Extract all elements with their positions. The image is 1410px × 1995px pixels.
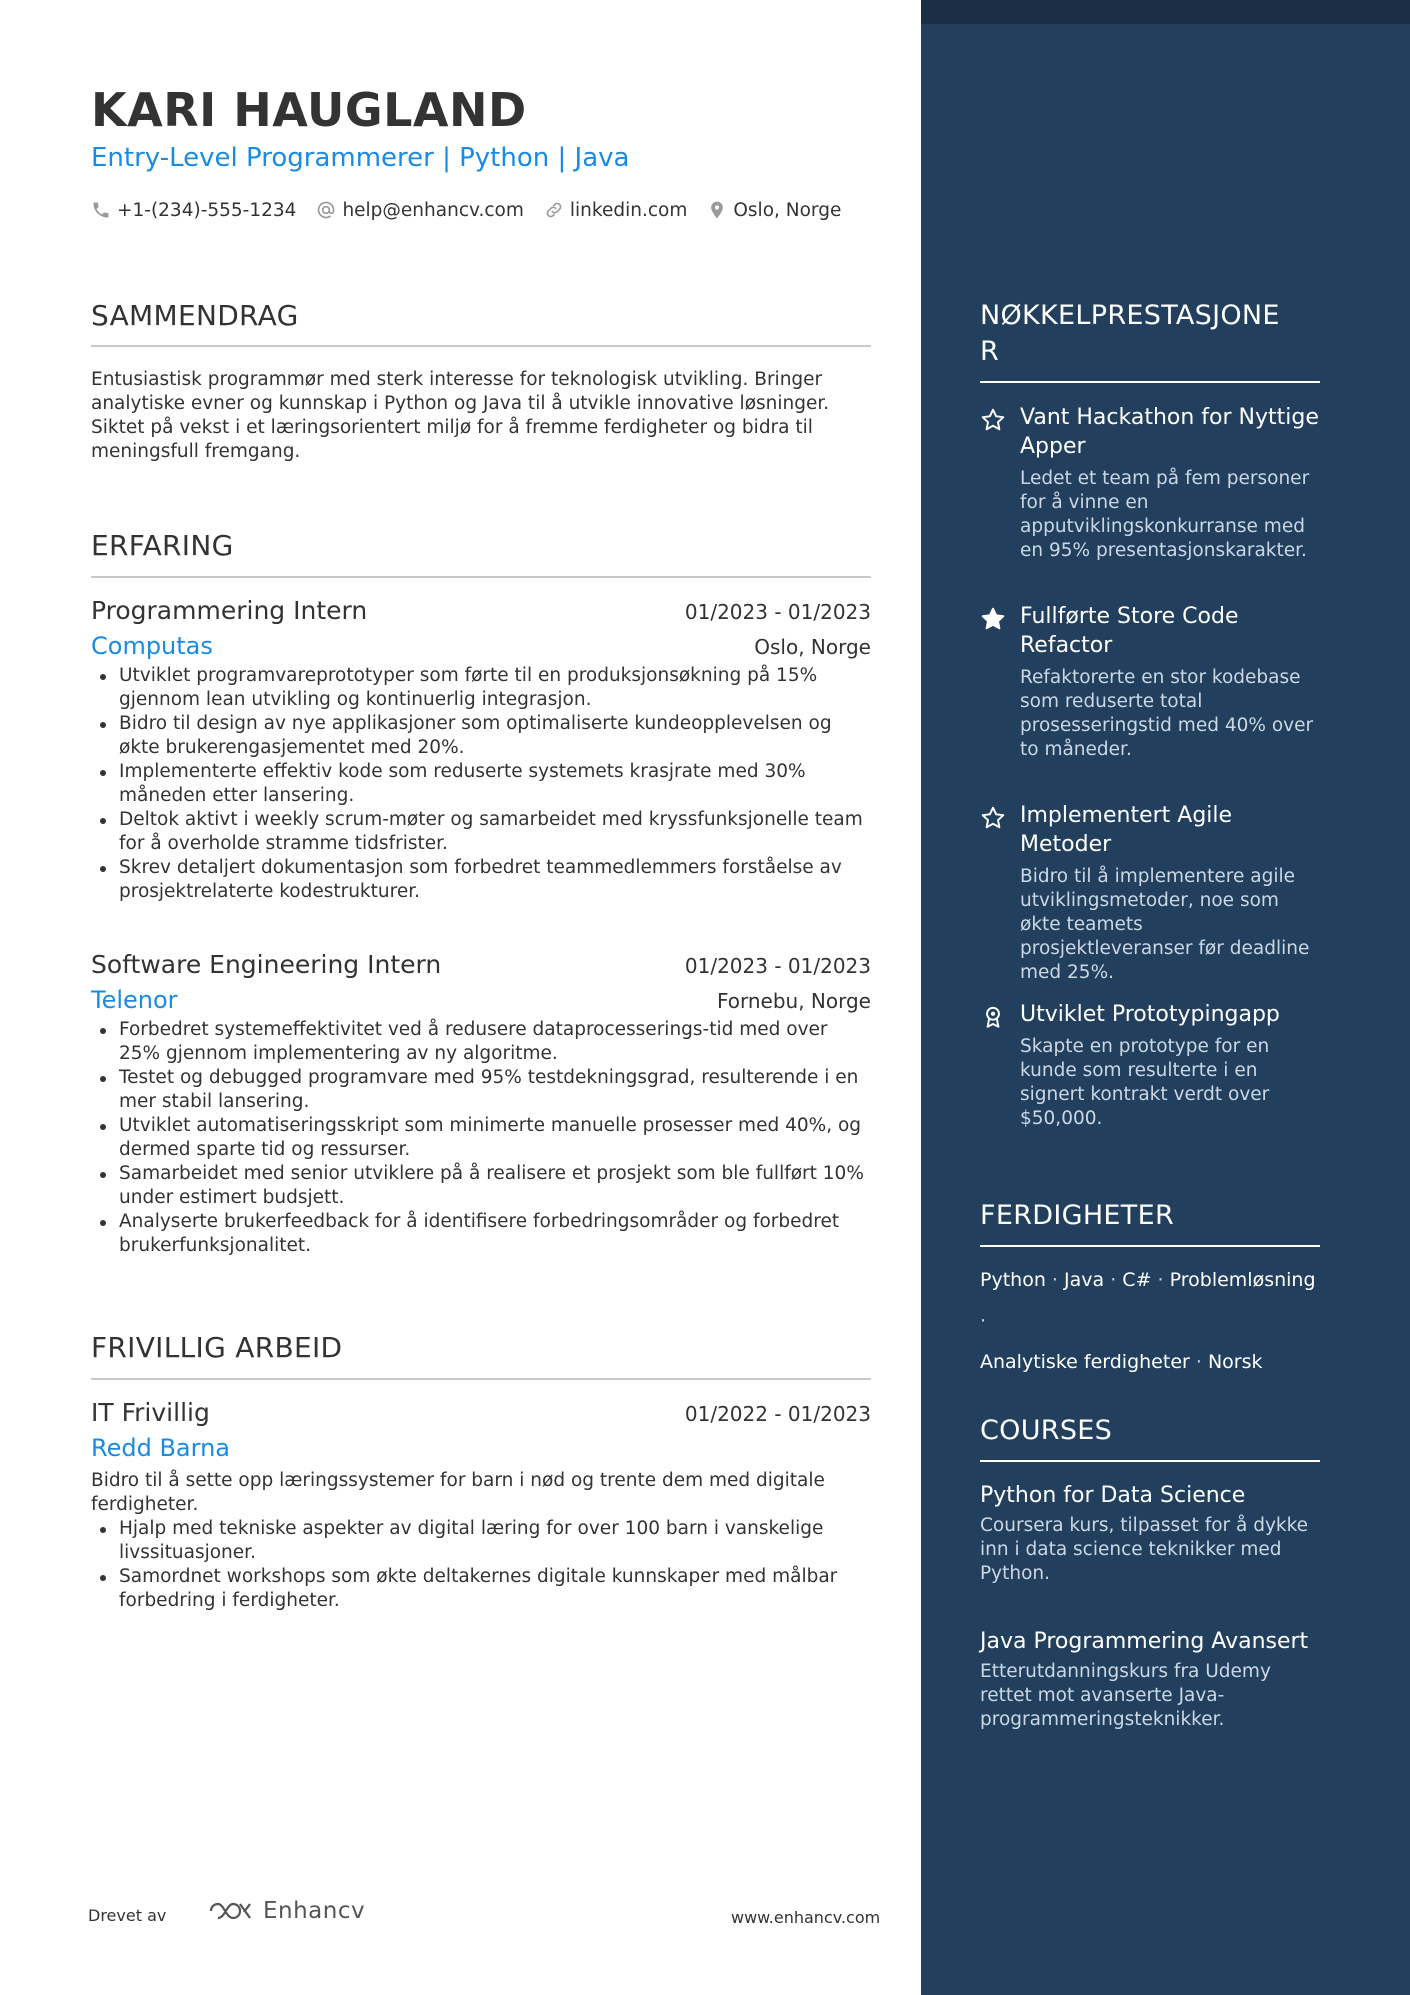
job-company[interactable]: Telenor <box>91 986 178 1014</box>
volunteer-divider <box>91 1378 871 1380</box>
bullet-item: Utviklet programvareprototyper som førte til en produksjonsøkning på 15% gjennom lean utvikling og kontinuerlig integrasjon. <box>91 664 871 712</box>
skills-heading: FERDIGHETER <box>980 1200 1175 1231</box>
achievements-heading-line1: NØKKELPRESTASJONE <box>980 300 1280 331</box>
achievement-item <box>980 403 1320 563</box>
achievements-divider <box>980 381 1320 383</box>
achievement-description: Ledet et team på fem personer for å vinne en apputviklingskonkurranse med en 95% presentasjonskarakter. <box>1020 468 1310 561</box>
contact-bar <box>91 196 861 224</box>
achievement-description: Skapte en prototype for en kunde som resulterte i en signert kontrakt verdt over $50,000. <box>1020 1036 1270 1129</box>
skills-list <box>980 1260 1320 1383</box>
job-entry <box>91 594 871 904</box>
courses-divider <box>980 1460 1320 1462</box>
job-title: Software Engineering Intern <box>91 950 442 979</box>
volunteer-org[interactable]: Redd Barna <box>91 1434 230 1462</box>
linkedin-text: linkedin.com <box>569 199 688 221</box>
location-pin-icon <box>707 200 727 220</box>
location-text: Oslo, Norge <box>733 199 842 221</box>
summary-heading: SAMMENDRAG <box>91 299 299 332</box>
course-item <box>980 1481 1320 1586</box>
footer-url[interactable]: www.enhancv.com <box>731 1908 881 1927</box>
bullet-item: Testet og debugged programvare med 95% testdekningsgrad, resulterende i en mer stabil lansering. <box>91 1066 871 1114</box>
enhancv-logo-icon <box>207 1899 255 1923</box>
bullet-item: Analyserte brukerfeedback for å identifisere forbedringsområder og forbedret brukerfunksjonalitet. <box>91 1210 871 1258</box>
email-text: help@enhancv.com <box>342 199 524 221</box>
sidebar <box>921 0 1410 1995</box>
star-outline-icon <box>980 805 1006 831</box>
star-outline-icon <box>980 407 1006 433</box>
bullet-item: Implementerte effektiv kode som reduserte systemets krasjrate med 30% måneden etter lansering. <box>91 760 871 808</box>
skills-divider <box>980 1245 1320 1247</box>
bullet-item: Deltok aktivt i weekly scrum-møter og samarbeidet med kryssfunksjonelle team for å overholde stramme tidsfrister. <box>91 808 871 856</box>
achievements-heading-line2: R <box>980 336 1000 367</box>
candidate-subtitle: Entry-Level Programmerer | Python | Java <box>91 143 630 173</box>
job-title: Programmering Intern <box>91 596 368 625</box>
sidebar-top-bar <box>921 0 1410 24</box>
volunteer-date: 01/2022 - 01/2023 <box>684 1402 871 1426</box>
job-company[interactable]: Computas <box>91 632 213 660</box>
volunteer-title: IT Frivillig <box>91 1398 210 1427</box>
course-title: Java Programmering Avansert <box>980 1629 1309 1654</box>
contact-phone[interactable] <box>91 200 296 221</box>
skill-separator: · <box>1051 1269 1058 1291</box>
achievement-description: Bidro til å implementere agile utviklingsmetoder, noe som økte teamets prosjektleveranser før deadline med 25%. <box>1020 866 1310 983</box>
course-description: Etterutdanningskurs fra Udemy rettet mot avanserte Java-programmeringsteknikker. <box>980 1661 1271 1730</box>
phone-text: +1-(234)-555-1234 <box>117 199 297 221</box>
experience-divider <box>91 576 871 578</box>
job-bullets <box>91 664 871 904</box>
achievement-item <box>980 602 1320 762</box>
skill-separator: · <box>980 1310 987 1332</box>
summary-text: Entusiastisk programmør med sterk interesse for teknologisk utvikling. Bringer analytiske evner og kunnskap i Python og Java til å utvikle innovative løsninger. Siktet på vekst i et læringsorientert miljø for å fremme ferdigheter og bidra til meningsfull fremgang. <box>91 369 830 462</box>
skill-item: Norsk <box>1207 1351 1263 1373</box>
job-bullets <box>91 1018 871 1258</box>
bullet-item: Samordnet workshops som økte deltakernes digitale kunnskaper med målbar forbedring i ferdigheter. <box>91 1565 871 1613</box>
bullet-item: Samarbeidet med senior utviklere på å realisere et prosjekt som ble fullført 10% under estimert budsjett. <box>91 1162 871 1210</box>
bullet-item: Bidro til design av nye applikasjoner som optimaliserte kundeopplevelsen og økte brukerengasjementet med 20%. <box>91 712 871 760</box>
skill-separator: · <box>1195 1351 1202 1373</box>
experience-heading: ERFARING <box>91 529 234 562</box>
job-date: 01/2023 - 01/2023 <box>684 954 871 978</box>
summary-divider <box>91 345 871 347</box>
skill-separator: · <box>1110 1269 1117 1291</box>
volunteer-entry <box>91 1396 871 1613</box>
course-item <box>980 1627 1320 1732</box>
achievement-description: Refaktorerte en stor kodebase som reduserte total prosesseringstid med 40% over to måneder. <box>1020 667 1314 760</box>
courses-heading: COURSES <box>980 1415 1113 1446</box>
volunteer-description: Bidro til å sette opp læringssystemer for barn i nød og trente dem med digitale ferdigheter. <box>91 1470 825 1515</box>
bullet-item: Skrev detaljert dokumentasjon som forbedret teammedlemmers forståelse av prosjektrelaterte kodestrukturer. <box>91 856 871 904</box>
star-filled-icon <box>980 606 1006 632</box>
skill-item: Problemløsning <box>1169 1269 1316 1291</box>
job-date: 01/2023 - 01/2023 <box>684 600 871 624</box>
skill-separator: · <box>1157 1269 1164 1291</box>
skill-item: Python <box>980 1269 1046 1291</box>
skill-item: Java <box>1064 1269 1105 1291</box>
achievement-title: Implementert Agile Metoder <box>1020 803 1233 857</box>
volunteer-heading: FRIVILLIG ARBEID <box>91 1331 343 1364</box>
skill-item: Analytiske ferdigheter <box>980 1351 1190 1373</box>
at-icon <box>316 200 336 220</box>
achievement-title: Vant Hackathon for Nyttige Apper <box>1020 405 1319 459</box>
achievement-title: Fullførte Store Code Refactor <box>1020 604 1239 658</box>
bullet-item: Utviklet automatiseringsskript som minimerte manuelle prosesser med 40%, og dermed sparte tid og ressurser. <box>91 1114 871 1162</box>
volunteer-bullets <box>91 1517 871 1613</box>
course-description: Coursera kurs, tilpasset for å dykke inn i data science teknikker med Python. <box>980 1515 1309 1584</box>
course-title: Python for Data Science <box>980 1483 1246 1508</box>
contact-location <box>707 200 841 221</box>
candidate-name: KARI HAUGLAND <box>91 83 527 137</box>
job-location: Oslo, Norge <box>754 635 871 659</box>
enhancv-logo-text: Enhancv <box>263 1898 366 1924</box>
achievement-title: Utviklet Prototypingapp <box>1020 1002 1280 1027</box>
footer-powered-by: Drevet av <box>88 1906 167 1925</box>
achievements-heading <box>980 298 1320 370</box>
contact-email[interactable] <box>316 200 523 221</box>
job-location: Fornebu, Norge <box>716 989 871 1013</box>
achievement-item <box>980 801 1320 985</box>
phone-icon <box>91 200 111 220</box>
contact-linkedin[interactable] <box>544 200 687 221</box>
bullet-item: Forbedret systemeffektivitet ved å redusere dataprocesserings-tid med over 25% gjennom implementering av ny algoritme. <box>91 1018 871 1066</box>
bullet-item: Hjalp med tekniske aspekter av digital læring for over 100 barn i vanskelige livssituasjoner. <box>91 1517 871 1565</box>
achievement-item <box>980 1000 1320 1131</box>
award-icon <box>980 1004 1006 1030</box>
link-icon <box>544 200 564 220</box>
job-entry <box>91 948 871 1258</box>
enhancv-logo[interactable] <box>207 1898 365 1924</box>
skill-item: C# <box>1122 1269 1152 1291</box>
